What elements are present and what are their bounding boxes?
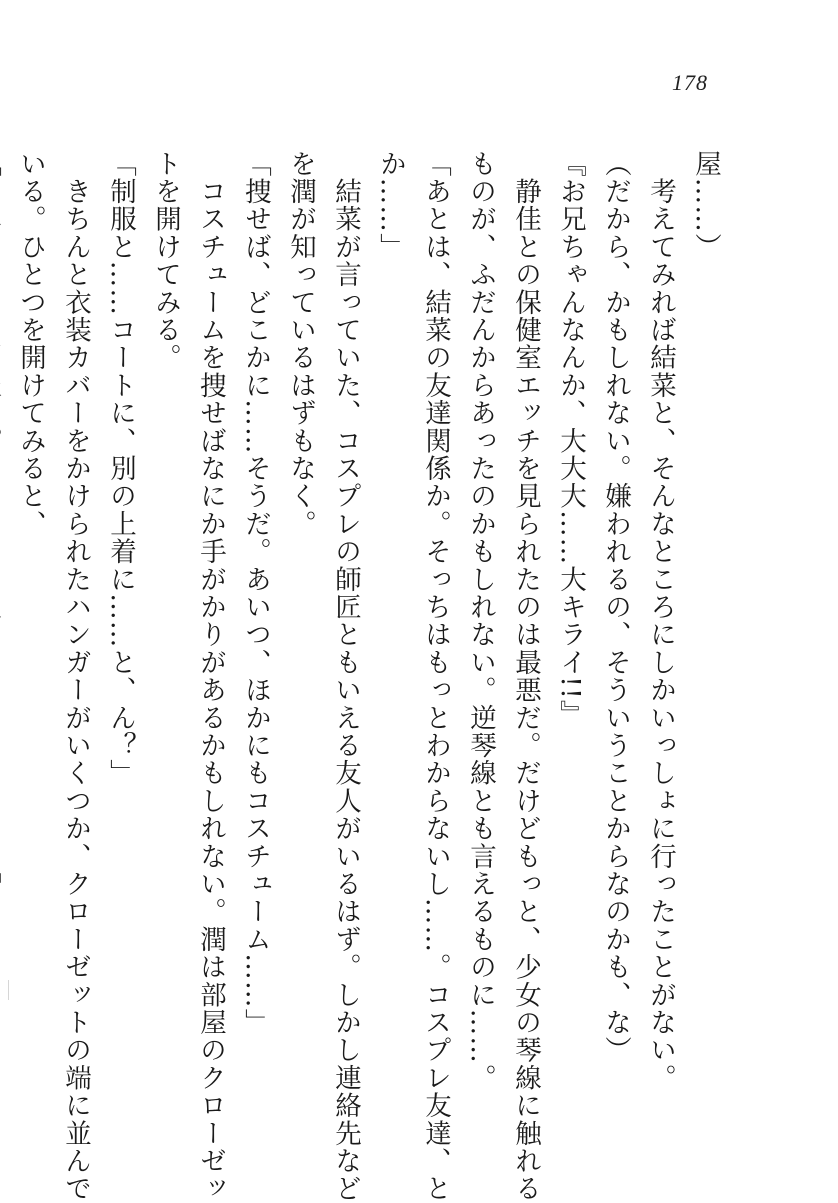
text-line: 「あとは、結菜の友達関係か。そっちはもっとわからないし……。コスプレ友達、と [420, 150, 451, 1203]
text-line: を潤が知っているはずもなく。 [285, 150, 316, 538]
text-line: （だから、かもしれない。嫌われるの、そういうことからなのかも、な） [600, 150, 631, 1065]
vertical-body-text [0, 150, 728, 1203]
text-line: 考えてみれば結菜と、そんなところにしかいっしょに行ったことがない。 [645, 150, 676, 1092]
scan-edge-mark [8, 980, 9, 1000]
page-number: 178 [672, 70, 708, 95]
text-line: ものが、ふだんからあったのかもしれない。逆琴線とも言えるものに……。 [465, 150, 496, 1092]
text-line: 『お兄ちゃんなんか、大大大……大キライ!!』 [555, 150, 586, 728]
text-line: コスチュームを捜せばなにか手がかりがあるかもしれない。潤は部屋のクローゼッ [195, 150, 226, 1203]
text-line: いる。ひとつを開けてみると、 [15, 150, 46, 538]
text-line [0, 150, 8, 1110]
text-line: きちんと衣装カバーをかけられたハンガーがいくつか、クローゼットの端に並んで [60, 150, 91, 1203]
text-line: 「制服と……コートに、別の上着に……と、ん？」 [105, 150, 136, 788]
text-line: 「捜せば、どこかに……そうだ。あいつ、ほかにもコスチューム……」 [240, 150, 271, 1037]
text-line: 結菜が言っていた、コスプレの師匠ともいえる友人がいるはず。しかし連絡先など [330, 150, 361, 1203]
text-line: 屋……） [690, 150, 721, 261]
text-line: トを開けてみる。 [150, 150, 181, 372]
text-line: 静佳との保健室エッチを見られたのは最悪だ。だけどもっと、少女の琴線に触れる [510, 150, 541, 1203]
text-line: か……」 [375, 150, 406, 261]
